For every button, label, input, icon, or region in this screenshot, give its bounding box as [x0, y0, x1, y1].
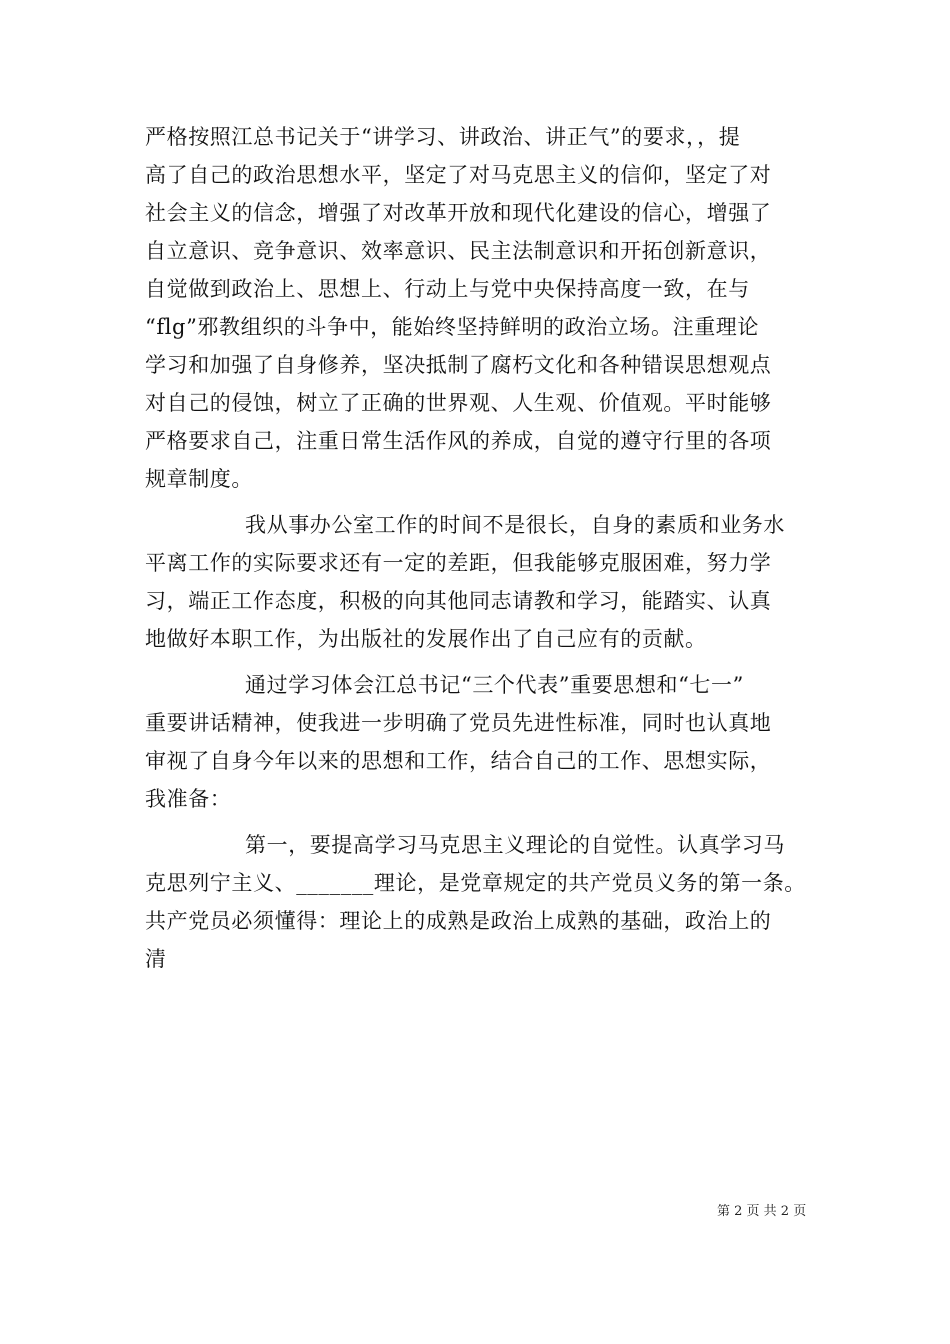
page-number-footer: 第 2 页 共 2 页	[717, 1204, 807, 1219]
text-line: 规章制度。	[145, 467, 253, 491]
text-line: 严格按照江总书记关于“讲学习、讲政治、讲正气”的要求，，提	[145, 125, 741, 149]
text-line: 习，端正工作态度，积极的向其他同志请教和学习，能踏实、认真	[145, 589, 772, 613]
paragraph-1	[145, 118, 825, 498]
text-line: 高了自己的政治思想水平，坚定了对马克思主义的信仰，坚定了对	[145, 163, 772, 187]
paragraph-gap	[145, 498, 825, 506]
document-body	[145, 118, 825, 978]
text-line: 通过学习体会江总书记“三个代表”重要思想和“七一”	[245, 673, 744, 697]
text-line: 自立意识、竞争意识、效率意识、民主法制意识和开拓创新意识，	[145, 239, 772, 263]
text-line: 我从事办公室工作的时间不是很长，自身的素质和业务水	[245, 513, 785, 537]
text-line: 严格要求自己，注重日常生活作风的养成，自觉的遵守行里的各项	[145, 429, 772, 453]
text-line: “flg”邪教组织的斗争中，能始终坚持鲜明的政治立场。注重理论	[145, 315, 760, 339]
paragraph-gap	[145, 818, 825, 826]
text-line: 地做好本职工作，为出版社的发展作出了自己应有的贡献。	[145, 627, 707, 651]
text-line: 共产党员必须懂得：理论上的成熟是政治上成熟的基础，政治上的	[145, 909, 772, 933]
text-line: 自觉做到政治上、思想上、行动上与党中央保持高度一致，在与	[145, 277, 750, 301]
text-line: 对自己的侵蚀，树立了正确的世界观、人生观、价值观。平时能够	[145, 391, 772, 415]
paragraph-2	[145, 506, 825, 658]
paragraph-4	[145, 826, 825, 978]
paragraph-gap	[145, 658, 825, 666]
text-line: 审视了自身今年以来的思想和工作，结合自己的工作、思想实际，	[145, 749, 772, 773]
text-line: 平离工作的实际要求还有一定的差距，但我能够克服困难，努力学	[145, 551, 772, 575]
text-line: 社会主义的信念，增强了对改革开放和现代化建设的信心，增强了	[145, 201, 772, 225]
paragraph-3	[145, 666, 825, 818]
text-line: 第一，要提高学习马克思主义理论的自觉性。认真学习马	[245, 833, 785, 857]
text-line: 清	[145, 947, 167, 971]
text-line: 学习和加强了自身修养，坚决抵制了腐朽文化和各种错误思想观点	[145, 353, 772, 377]
text-line: 我准备：	[145, 787, 232, 811]
text-line: 重要讲话精神，使我进一步明确了党员先进性标准，同时也认真地	[145, 711, 772, 735]
text-line: 克思列宁主义、_______理论，是党章规定的共产党员义务的第一条。	[145, 871, 806, 895]
